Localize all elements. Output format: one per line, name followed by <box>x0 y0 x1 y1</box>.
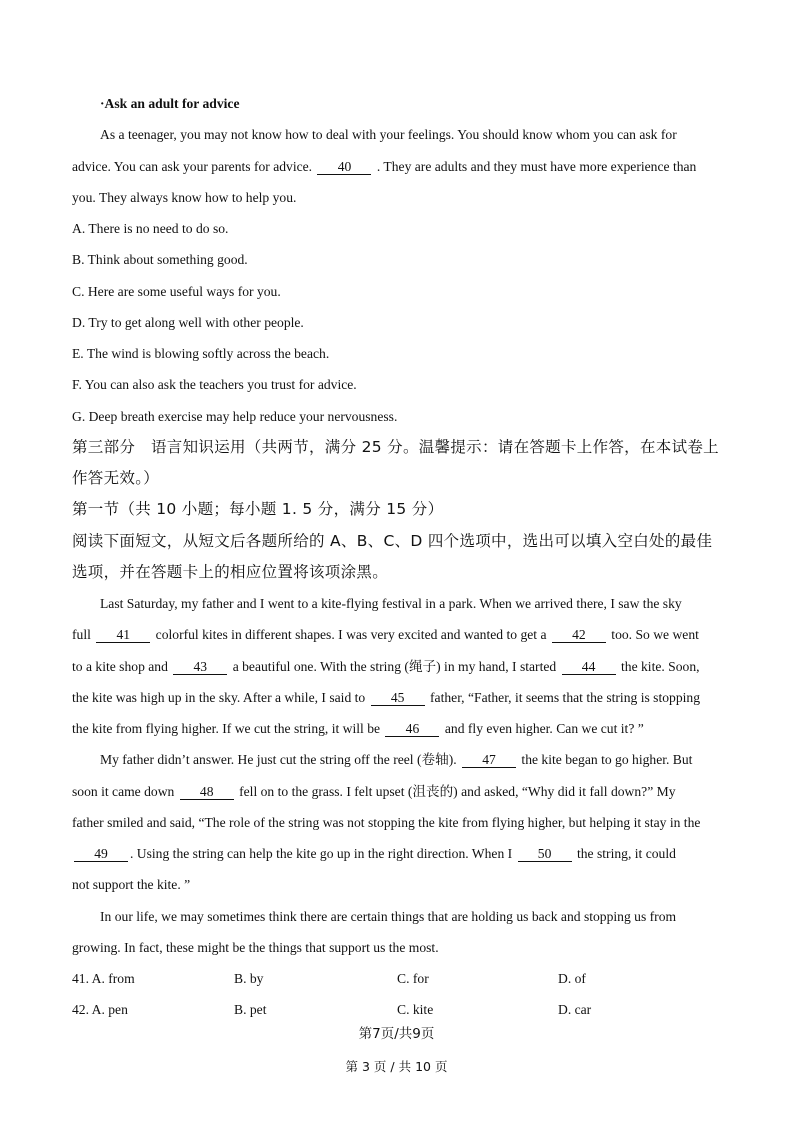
text-segment: you. They always know how to help you. <box>72 189 297 205</box>
text-segment: As a teenager, you may not know how to deal with your feelings. You should know whom you can ask for <box>100 127 677 143</box>
text-segment: soon it came down <box>72 783 178 799</box>
text-line <box>72 432 732 463</box>
text-segment: full <box>72 627 95 643</box>
text-line <box>72 682 732 713</box>
fill-in-blank: 42 <box>552 627 606 643</box>
outer-page-number: 第 3 页 / 共 10 页 <box>345 1059 448 1074</box>
text-line <box>72 838 732 869</box>
fill-in-blank: 50 <box>518 846 572 862</box>
text-segment: 阅读下面短文，从短文后各题所给的 A、B、C、D 四个选项中，选出可以填入空白处的最佳 <box>72 531 713 550</box>
answer-option: D. car <box>558 1002 592 1018</box>
text-segment: ·Ask an adult for advice <box>100 96 240 111</box>
text-line <box>72 151 732 182</box>
fill-in-blank: 43 <box>173 659 227 675</box>
text-segment: 作答无效。） <box>72 469 160 487</box>
text-line <box>72 369 732 400</box>
fill-in-blank: 48 <box>180 784 234 800</box>
text-segment: the kite. Soon, <box>617 658 700 674</box>
fill-in-blank: 47 <box>462 752 516 768</box>
text-line <box>72 619 732 650</box>
text-segment: the kite was high up in the sky. After a while, I said to <box>72 689 369 705</box>
answer-option: C. for <box>397 971 429 986</box>
text-line <box>72 307 732 338</box>
text-segment: F. You can also ask the teachers you trust for advice. <box>72 377 357 393</box>
text-segment: A. There is no need to do so. <box>72 221 229 236</box>
text-segment: growing. In fact, these might be the things that support us the most. <box>72 939 439 955</box>
text-line <box>72 276 732 307</box>
text-segment: . They are adults and they must have more experience than <box>373 158 697 174</box>
fill-in-blank: 40 <box>317 159 371 175</box>
text-segment: C. Here are some useful ways for you. <box>72 283 281 299</box>
answer-option: 41. A. from <box>72 971 135 986</box>
text-line <box>72 869 732 900</box>
text-line <box>72 401 732 432</box>
text-line <box>72 651 732 682</box>
text-line <box>72 557 732 588</box>
fill-in-blank: 45 <box>371 690 425 706</box>
text-segment: . Using the string can help the kite go up in the right direction. When I <box>130 846 516 861</box>
answer-option: C. kite <box>397 1002 434 1018</box>
text-segment: colorful kites in different shapes. I was very excited and wanted to get a <box>152 627 550 643</box>
document-body <box>72 88 732 1026</box>
text-line <box>72 776 732 807</box>
fill-in-blank: 46 <box>385 721 439 737</box>
answer-option: B. by <box>234 971 264 986</box>
text-segment: advice. You can ask your parents for advice. <box>72 158 316 174</box>
text-line <box>72 807 732 838</box>
answer-options-row <box>72 963 732 994</box>
text-line <box>72 338 732 369</box>
section-heading <box>72 88 732 119</box>
text-segment: E. The wind is blowing softly across the beach. <box>72 346 330 361</box>
fill-in-blank: 44 <box>562 659 616 675</box>
text-segment: father smiled and said, “The role of the string was not stopping the kite from flying higher, but helping it stay in the <box>72 814 701 830</box>
text-segment: 第三部分 语言知识运用（共两节，满分 25 分。温馨提示：请在答题卡上作答，在本试卷上 <box>72 437 719 456</box>
text-segment: G. Deep breath exercise may help reduce your nervousness. <box>72 408 398 424</box>
text-line <box>72 744 732 775</box>
answer-options-row <box>72 994 732 1025</box>
text-segment: Last Saturday, my father and I went to a kite-flying festival in a park. When we arrived there, I saw the sky <box>100 596 682 611</box>
text-segment: In our life, we may sometimes think there are certain things that are holding us back and stopping us from <box>100 908 677 924</box>
text-line <box>72 526 732 557</box>
text-segment: not support the kite. ” <box>72 877 191 893</box>
text-line <box>72 588 732 619</box>
text-line <box>72 932 732 963</box>
text-segment: D. Try to get along well with other people. <box>72 314 304 330</box>
text-line <box>72 901 732 932</box>
text-segment: the kite began to go higher. But <box>518 752 693 768</box>
text-segment: too. So we went <box>607 627 699 643</box>
text-segment: 第一节（共 10 小题；每小题 1. 5 分，满分 15 分） <box>72 500 444 519</box>
answer-option: B. pet <box>234 1002 267 1018</box>
text-line <box>72 119 732 150</box>
text-line <box>72 463 732 494</box>
answer-option: 42. A. pen <box>72 1002 128 1018</box>
text-segment: to a kite shop and <box>72 658 172 674</box>
inner-page-number: 第7页/共9页 <box>358 1026 435 1042</box>
text-segment: the string, it could <box>573 846 676 861</box>
text-line <box>72 182 732 213</box>
fill-in-blank: 49 <box>74 846 128 862</box>
text-segment: father, “Father, it seems that the string is stopping <box>426 689 700 705</box>
text-segment: B. Think about something good. <box>72 252 248 268</box>
text-segment: and fly even higher. Can we cut it? ” <box>441 721 644 736</box>
text-segment: 选项，并在答题卡上的相应位置将该项涂黑。 <box>72 562 389 581</box>
text-line <box>72 213 732 244</box>
text-line <box>72 244 732 275</box>
text-segment: a beautiful one. With the string (绳子) in my hand, I started <box>229 658 560 674</box>
text-segment: fell on to the grass. I felt upset (沮丧的) and asked, “Why did it fall down?” My <box>235 783 676 799</box>
answer-option: D. of <box>558 971 586 986</box>
text-line <box>72 494 732 525</box>
text-segment: My father didn’t answer. He just cut the string off the reel (卷轴). <box>100 752 461 768</box>
text-segment: the kite from flying higher. If we cut the string, it will be <box>72 721 384 736</box>
fill-in-blank: 41 <box>96 627 150 643</box>
text-line <box>72 713 732 744</box>
